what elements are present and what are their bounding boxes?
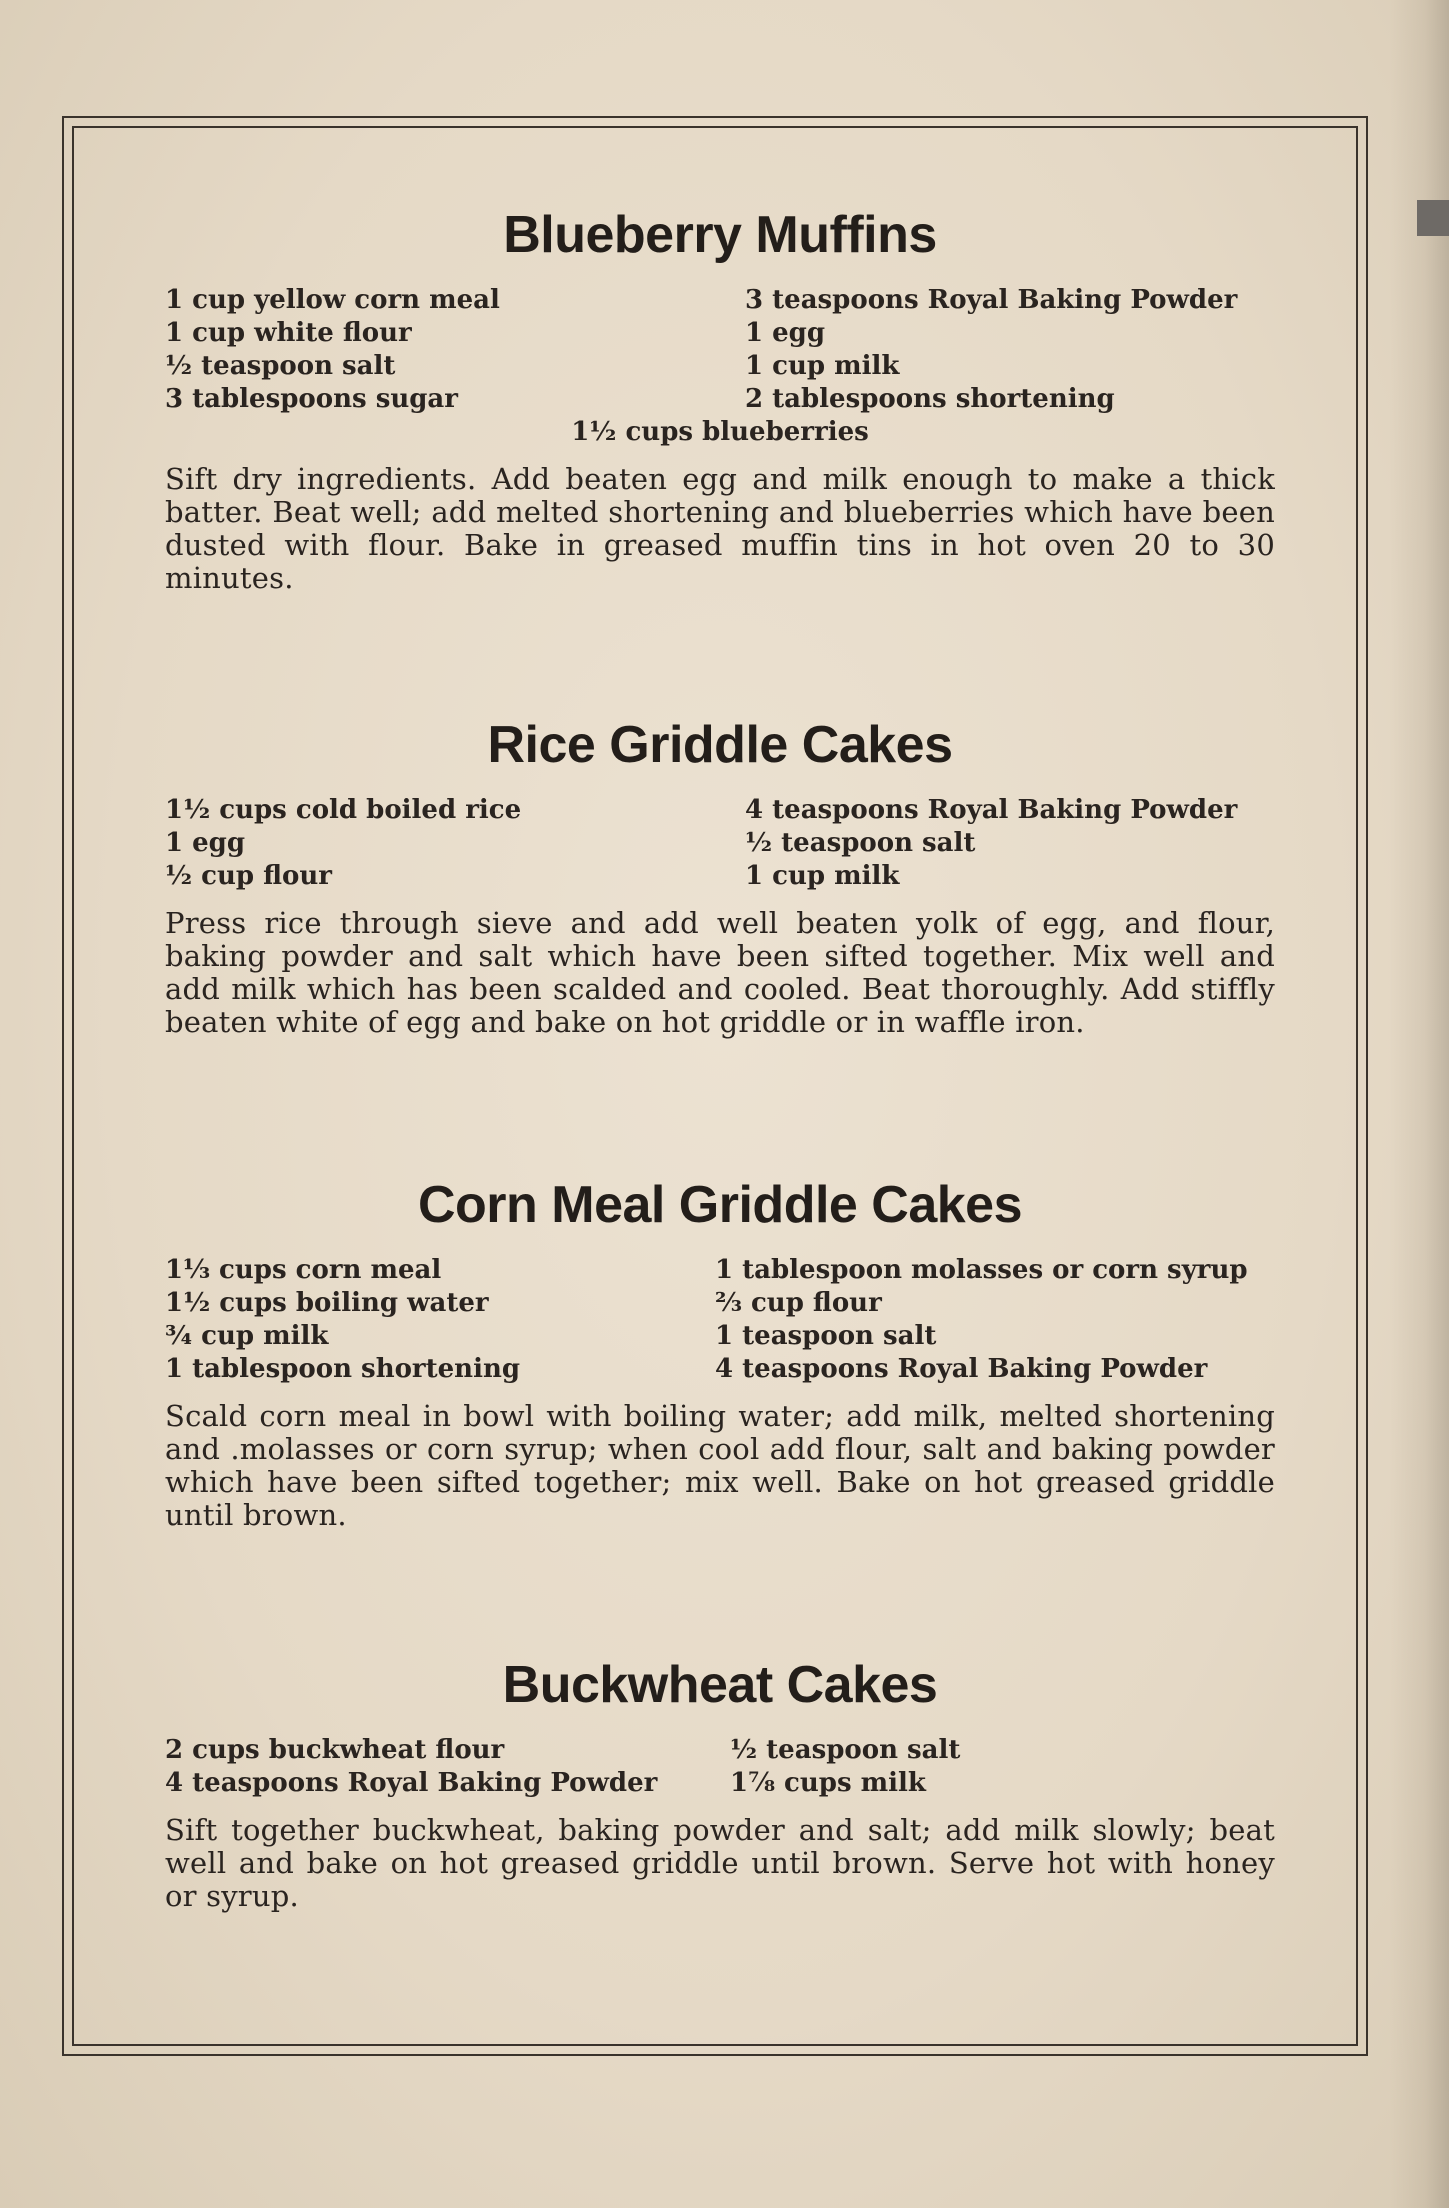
ingredient-column-left bbox=[165, 794, 521, 893]
ingredient: 1 tablespoon molasses or corn syrup bbox=[715, 1255, 1248, 1285]
recipe-method: Sift together buckwheat, baking powder and salt; add milk slowly; beat well and bake on hot greased griddle until brown. Serve hot with honey or syrup. bbox=[165, 1813, 1275, 1913]
recipe-buckwheat-cakes bbox=[165, 1650, 1275, 1942]
ingredient: 2 cups buckwheat flour bbox=[165, 1735, 505, 1765]
ingredient-column-left bbox=[165, 1254, 520, 1386]
ingredient-column-right bbox=[730, 1734, 960, 1800]
recipe-blueberry-muffins bbox=[165, 200, 1275, 624]
ingredient: 1 cup milk bbox=[745, 351, 900, 381]
ingredient: ½ teaspoon salt bbox=[730, 1735, 961, 1765]
recipe-title: Rice Griddle Cakes bbox=[487, 716, 953, 774]
ingredient: 1½ cups boiling water bbox=[165, 1288, 489, 1318]
ingredient: 4 teaspoons Royal Baking Powder bbox=[165, 1768, 658, 1798]
ingredient-list bbox=[165, 1734, 1275, 1800]
ingredient: 4 teaspoons Royal Baking Powder bbox=[715, 1354, 1208, 1384]
ingredient: 1⅓ cups corn meal bbox=[165, 1255, 442, 1285]
ingredient: ¾ cup milk bbox=[165, 1321, 329, 1351]
ingredient-column-left bbox=[165, 1734, 730, 1800]
page-edge-shadow bbox=[1389, 0, 1449, 2208]
ingredient: 1 cup white flour bbox=[165, 318, 412, 348]
ingredient: 4 teaspoons Royal Baking Powder bbox=[745, 795, 1238, 825]
recipe-corn-meal-griddle-cakes bbox=[165, 1170, 1275, 1561]
ingredient: ½ teaspoon salt bbox=[745, 828, 976, 858]
ingredient: 1 egg bbox=[165, 828, 246, 858]
ingredient: 2 tablespoons shortening bbox=[745, 384, 1115, 414]
recipe-title: Buckwheat Cakes bbox=[502, 1656, 938, 1714]
ingredient-column-left bbox=[165, 284, 500, 416]
ingredient: 1 egg bbox=[745, 318, 826, 348]
recipe-title: Blueberry Muffins bbox=[503, 206, 937, 264]
ingredient-column-right bbox=[745, 794, 1275, 893]
ingredient-list bbox=[165, 794, 1275, 893]
ingredient: 1½ cups cold boiled rice bbox=[165, 795, 522, 825]
ingredient: 3 teaspoons Royal Baking Powder bbox=[745, 285, 1238, 315]
ingredient: ½ cup flour bbox=[165, 861, 332, 891]
ingredient-centered: 1½ cups blueberries bbox=[571, 417, 869, 447]
ingredient: 1 cup yellow corn meal bbox=[165, 285, 500, 315]
recipe-rice-griddle-cakes bbox=[165, 710, 1275, 1068]
ingredient-column-right bbox=[715, 1254, 1275, 1386]
recipe-method: Sift dry ingredients. Add beaten egg and milk enough to make a thick batter. Beat well; add melted shortening and blueberries which have been dusted with flour. Bake in greased muffin tins in hot oven 20 to 30 minutes. bbox=[165, 462, 1275, 595]
recipe-title: Corn Meal Griddle Cakes bbox=[417, 1176, 1023, 1234]
ingredient: 1⅞ cups milk bbox=[730, 1768, 926, 1798]
ingredient: ⅔ cup flour bbox=[715, 1288, 882, 1318]
ingredient-column-right bbox=[745, 284, 1275, 416]
ingredient: 3 tablespoons sugar bbox=[165, 384, 458, 414]
edge-tab-mark bbox=[1417, 200, 1449, 236]
ingredient: 1 teaspoon salt bbox=[715, 1321, 937, 1351]
ingredient: ½ teaspoon salt bbox=[165, 351, 396, 381]
recipe-method: Press rice through sieve and add well beaten yolk of egg, and flour, baking powder and salt which have been sifted together. Mix well and add milk which has been scalded and cooled. Beat thoroughly. Add stiffly beaten white of egg and bake on hot griddle or in waffle iron. bbox=[165, 906, 1275, 1039]
ingredient: 1 cup milk bbox=[745, 861, 900, 891]
recipe-method: Scald corn meal in bowl with boiling water; add milk, melted shortening and .molasses or corn syrup; when cool add flour, salt and baking powder which have been sifted together; mix well. Bake on hot greased griddle until brown. bbox=[165, 1399, 1275, 1532]
ingredient-list bbox=[165, 1254, 1275, 1386]
ingredient-list bbox=[165, 284, 1275, 416]
ingredient: 1 tablespoon shortening bbox=[165, 1354, 521, 1384]
